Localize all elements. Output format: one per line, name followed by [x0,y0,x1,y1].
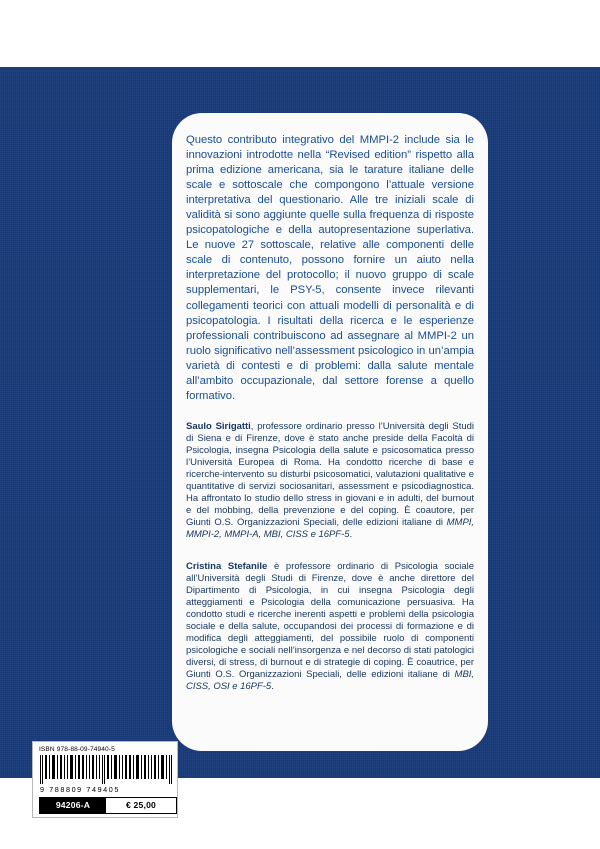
price-row [39,797,177,814]
author-bio-stefanile [186,561,474,693]
author-bio-text-stefanile-part1: è professore ordinario di Psicologia sociale all’Università degli Studi di Firenze, dove è anche direttore del Dipartimento di Psicologia, in cui insegna Psicologia degli atteggiamenti e Psicologia della comunicazione persuasiva. Ha condotto studi e ricerche inerenti aspetti e problemi della psicologia sociale e della salute, occupandosi dei processi di formazione e di modifica degli atteggiamenti, del possibile ruolo di componenti psicologiche e sociali nell’insorgenza e nel decorso di stati patologici diversi, di stress, di burnout e di strategie di coping. È coautrice, per Giunti O.S. Organizzazioni Speciali, delle edizioni italiane di [186,560,474,680]
isbn-barcode-block [32,741,178,818]
author-bio-titles-stefanile: MBI, CISS, OSI e 16PF-5 [186,668,474,692]
author-name-sirigatti: Saulo Sirigatti [186,420,251,432]
cover-text-card [172,113,488,751]
book-blurb: Questo contributo integrativo del MMPI-2 include sia le innovazioni introdotte nella “Revised edition” rispetto alla prima edizione americana, sia le tarature italiane delle scale e sottoscale che compongono l’attuale versione interpretativa del questionario. Alle tre iniziali scale di validità si sono aggiunte quelle sulla frequenza di risposte psicopatologiche e della autopresentazione superlativa. Le nuove 27 sottoscale, relative alle componenti delle scale di contenuto, possono fornire un aiuto nella interpretazione del protocollo; il nuovo gruppo di scale supplementari, le PSY-5, consente invece rilevanti collegamenti teorici con attuali modelli di personalità e di psicopatologia. I risultati della ricerca e le esperienze professionali contribuiscono ad assegnare al MMPI-2 un ruolo significativo nell’assessment psicologico in un’ampia varietà di contesti e di problemi: dalla salute mentale all’ambito occupazionale, dal settore forense a quello formativo. [186,134,474,402]
barcode-icon [39,755,173,784]
author-bio-text-sirigatti-part1: , professore ordinario presso l’Università degli Studi di Siena e di Firenze, dove è stato anche preside della Facoltà di Psicologia, insegna Psicologia della salute e psicosomatica presso l’Università Europea di Roma. Ha condotto ricerche di base e ricerche-intervento su disturbi psicosomatici, valutazioni qualitative e quantitative di servizi sociosanitari, assessment e psicodiagnostica. Ha affrontato lo studio dello stress in giovani e in adulti, del burnout e del mobbing, della prevenzione e del coping. È coautore, per Giunti O.S. Organizzazioni Speciali, delle edizioni italiane di [186,420,474,528]
cover-text-card-content [186,133,474,731]
product-code: 94206-A [40,798,106,813]
author-bio-text-sirigatti-part2: . [349,528,353,540]
barcode-digits: 9 788809 749405 [40,785,120,794]
price-value: € 25,00 [106,798,176,813]
author-bio-titles-sirigatti: MMPI, MMPI-2, MMPI-A, MBI, CISS e 16PF-5 [186,516,474,540]
author-name-stefanile: Cristina Stefanile [186,560,268,572]
isbn-label: ISBN 978-88-09-74940-5 [39,746,115,753]
author-bio-sirigatti [186,421,474,541]
author-bio-text-stefanile-part2: . [271,680,274,692]
